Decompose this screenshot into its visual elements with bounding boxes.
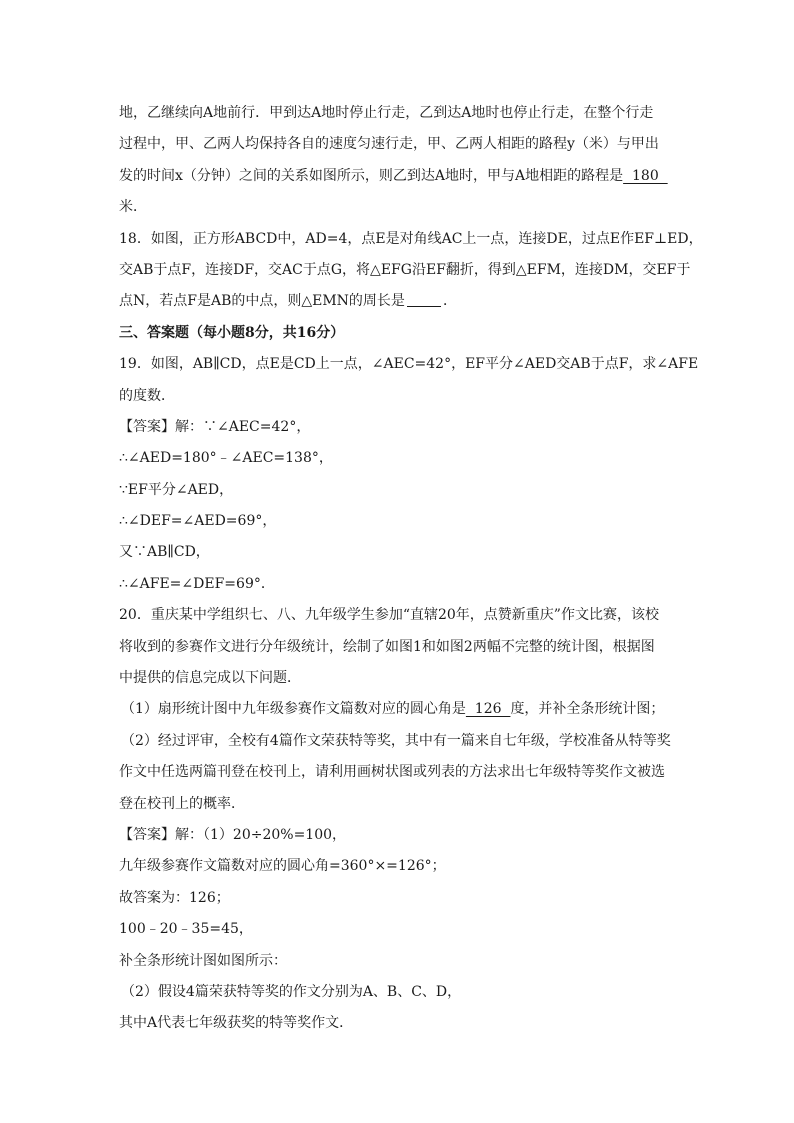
p18-line-3 xyxy=(119,286,679,317)
p19-answer-4: ∴∠DEF=∠AED=69°， xyxy=(119,513,277,530)
p18-line-1: 18．如图，正方形ABCD中，AD=4，点E是对角线AC上一点，连接DE，过点E作EF⊥ED， xyxy=(119,230,703,247)
p19-line-2: 的度数． xyxy=(119,387,175,404)
p20-answer-1: 【答案】解：（1）20÷20%=100， xyxy=(119,826,347,843)
p19-answer-6: ∴∠AFE=∠DEF=69°． xyxy=(119,575,275,592)
p17-line-3-text: 发的时间x（分钟）之间的关系如图所示，则乙到达A地时，甲与A地相距的路程是 xyxy=(119,167,624,184)
p18-answer-blank xyxy=(407,292,441,307)
p17-line-2: 过程中，甲、乙两人均保持各自的速度匀速行走，甲、乙两人相距的路程y（米）与甲出 xyxy=(119,136,659,153)
p20-answer-2: 九年级参赛作文篇数对应的圆心角=360°×=126°； xyxy=(119,858,446,875)
p20-answer-7: 其中A代表七年级获奖的特等奖作文． xyxy=(119,1015,354,1032)
p18-line-2: 交AB于点F，连接DF，交AC于点G，将△EFG沿EF翻折，得到△EFM，连接DM，交EF于 xyxy=(119,261,691,278)
p20-q1-answer: 126 xyxy=(465,701,511,718)
section-heading: 三、答案题（每小题8分，共16分） xyxy=(119,324,345,341)
p18-line-3-end: ． xyxy=(442,293,457,310)
p17-line-1: 地，乙继续向A地前行．甲到达A地时停止行走，乙到达A地时也停止行走，在整个行走 xyxy=(119,105,654,121)
p20-answer-4: 100﹣20﹣35=45， xyxy=(119,921,253,938)
p20-question-2-line-1: （2）经过评审，全校有4篇作文荣获特等奖，其中有一篇来自七年级，学校准备从特等奖 xyxy=(121,732,671,749)
p19-answer-2: ∴∠AED=180°﹣∠AEC=138°， xyxy=(119,450,333,467)
p20-question-2-line-3: 登在校刊上的概率． xyxy=(119,795,245,812)
p19-answer-3: ∵EF平分∠AED， xyxy=(119,481,234,498)
p17-line-4: 米． xyxy=(119,199,147,216)
p20-answer-3: 故答案为：126； xyxy=(119,889,230,906)
document-page xyxy=(119,98,703,1040)
p20-line-3: 中提供的信息完成以下问题． xyxy=(119,670,301,687)
p20-line-2: 将收到的参赛作文进行分年级统计，绘制了如图1和如图2两幅不完整的统计图，根据图 xyxy=(119,638,655,655)
p20-q1-text: （1）扇形统计图中九年级参赛作文篇数对应的圆心角是 xyxy=(121,701,466,718)
p20-line-1: 20．重庆某中学组织七、八、九年级学生参加“直辖20年，点赞新重庆”作文比赛，该校 xyxy=(119,607,659,624)
p17-line-3 xyxy=(119,161,679,192)
p17-answer: 180 xyxy=(623,167,668,184)
p18-line-3-text: 点N，若点F是AB的中点，则△EMN的周长是 xyxy=(119,293,405,310)
p19-answer-5: 又∵AB∥CD， xyxy=(119,544,210,561)
p20-q1-end: 度，并补全条形统计图； xyxy=(510,701,665,718)
p20-question-1 xyxy=(119,694,679,725)
p20-answer-5: 补全条形统计图如图所示： xyxy=(119,952,287,969)
p19-answer-1: 【答案】解：∵∠AEC=42°， xyxy=(119,418,311,435)
p20-answer-6: （2）假设4篇荣获特等奖的作文分别为A、B、C、D， xyxy=(121,983,462,1000)
p20-question-2-line-2: 作文中任选两篇刊登在校刊上，请利用画树状图或列表的方法求出七年级特等奖作文被选 xyxy=(119,764,665,781)
p19-line-1: 19．如图，AB∥CD，点E是CD上一点，∠AEC=42°，EF平分∠AED交AB于点F，求∠AFE xyxy=(119,356,699,373)
